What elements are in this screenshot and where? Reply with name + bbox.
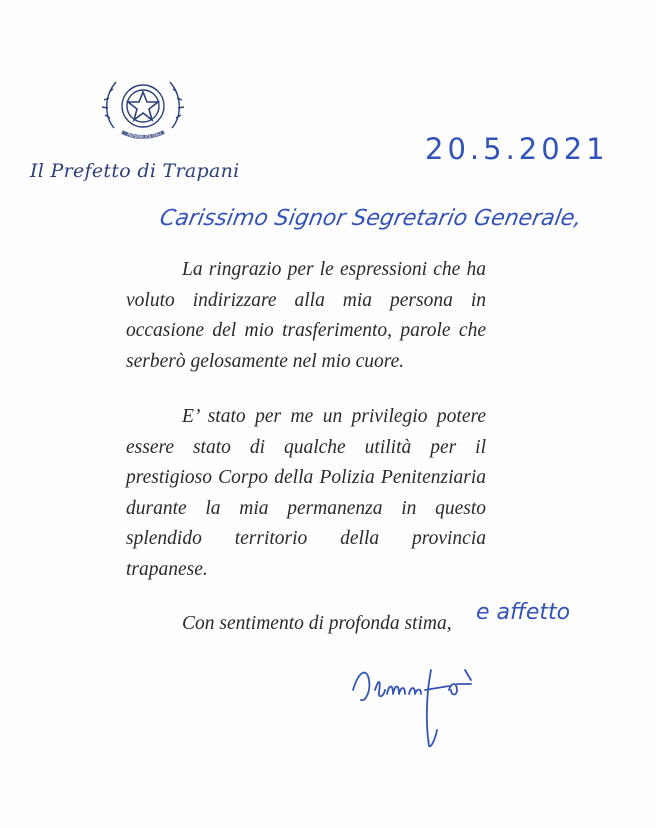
letterhead-title: Il Prefetto di Trapani: [30, 160, 240, 182]
handwritten-signature: [345, 650, 505, 750]
body-paragraph-1: [126, 255, 486, 377]
handwritten-salutation: Carissimo Signor Segretario Generale,: [157, 206, 584, 231]
emblem-ribbon-text: REPVBBLICA ITALI: [126, 130, 162, 140]
paragraph-2-text: E’ stato per me un privilegio potere essere stato di qualche utilità per il prestigioso Corpo della Polizia Penitenziaria durante la mia permanenza in questo splendido territorio della provincia trapanese.: [126, 406, 486, 580]
italian-republic-emblem: [100, 68, 186, 148]
handwritten-closing-addition: e affetto: [476, 600, 571, 625]
paragraph-1-text: La ringrazio per le espressioni che ha voluto indirizzare alla mia persona in occasione del mio trasferimento, parole che serberò gelosamente nel mio cuore.: [126, 259, 486, 372]
body-paragraph-2: [126, 402, 486, 586]
closing-line: Con sentimento di profonda stima,: [182, 613, 452, 634]
handwritten-date: 20.5.2021: [425, 132, 609, 166]
